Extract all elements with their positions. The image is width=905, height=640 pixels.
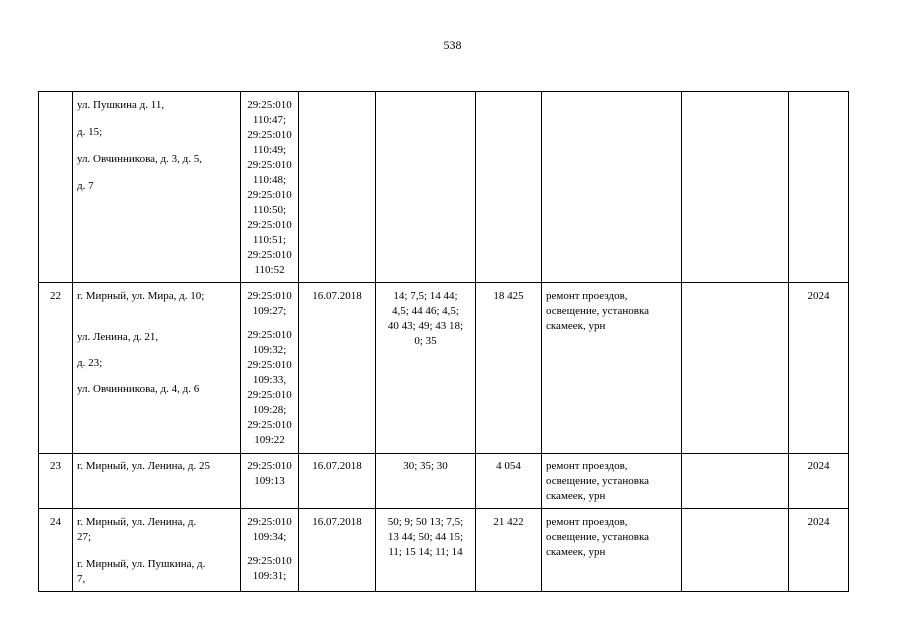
areas: 14; 7,5; 14 44; 4,5; 44 46; 4,5; 40 43; 49; 43 18; 0; 35	[387, 290, 464, 347]
address-line: д. 23;	[77, 357, 103, 369]
address-line: д. 15;	[77, 126, 103, 138]
year: 2024	[807, 516, 830, 528]
year: 2024	[807, 460, 830, 472]
areas: 50; 9; 50 13; 7,5; 13 44; 50; 44 15; 11; 15 14; 11; 14	[387, 516, 464, 558]
cadastral-number: 29:25:010 109:31;	[247, 555, 292, 582]
cadastral-number: 29:25:010 109:13	[247, 460, 292, 487]
column-divider	[848, 91, 849, 592]
address-line: ул. Ленина, д. 21,	[77, 331, 159, 343]
works-description: ремонт проездов, освещение, установка скамеек, урн	[546, 460, 650, 502]
address-line: ул. Овчинникова, д. 3, д. 5,	[77, 153, 202, 165]
address-line: г. Мирный, ул. Мира, д. 10;	[77, 290, 205, 302]
address-line: г. Мирный, ул. Ленина, д. 25	[77, 460, 211, 472]
cadastral-number: 29:25:010 109:34;	[247, 516, 292, 543]
address-line: г. Мирный, ул. Ленина, д. 27;	[77, 516, 197, 543]
table-border-top	[38, 91, 849, 92]
works-description: ремонт проездов, освещение, установка скамеек, урн	[546, 290, 650, 332]
total-area: 21 422	[493, 516, 524, 528]
table-border-bottom	[38, 591, 849, 592]
address-line: г. Мирный, ул. Пушкина, д. 7,	[77, 558, 206, 585]
column-divider	[72, 91, 73, 592]
page-number: 538	[443, 38, 462, 52]
row-divider	[38, 282, 849, 283]
address-line: д. 7	[77, 180, 94, 192]
row-number: 23	[50, 460, 61, 472]
total-area: 18 425	[493, 290, 524, 302]
row-number: 24	[50, 516, 61, 528]
date: 16.07.2018	[312, 460, 362, 472]
works-description: ремонт проездов, освещение, установка скамеек, урн	[546, 516, 650, 558]
date: 16.07.2018	[312, 290, 362, 302]
row-number: 22	[50, 290, 61, 302]
row-divider	[38, 508, 849, 509]
cadastral-number: 29:25:010 109:27;	[247, 290, 292, 317]
total-area: 4 054	[496, 460, 521, 472]
column-divider	[541, 91, 542, 592]
cadastral-number: 29:25:010 109:32; 29:25:010 109:33, 29:25:010 109:28; 29:25:010 109:22	[247, 329, 292, 446]
address-line: ул. Пушкина д. 11,	[77, 99, 165, 111]
cadastral-number: 29:25:010 110:47; 29:25:010 110:49; 29:25:010 110:48; 29:25:010 110:50; 29:25:010 110:51; 29:25:010 110:52	[247, 99, 292, 276]
address-line: ул. Овчинникова, д. 4, д. 6	[77, 383, 200, 395]
date: 16.07.2018	[312, 516, 362, 528]
areas: 30; 35; 30	[403, 460, 448, 472]
year: 2024	[807, 290, 830, 302]
row-divider	[38, 453, 849, 454]
column-divider	[681, 91, 682, 592]
